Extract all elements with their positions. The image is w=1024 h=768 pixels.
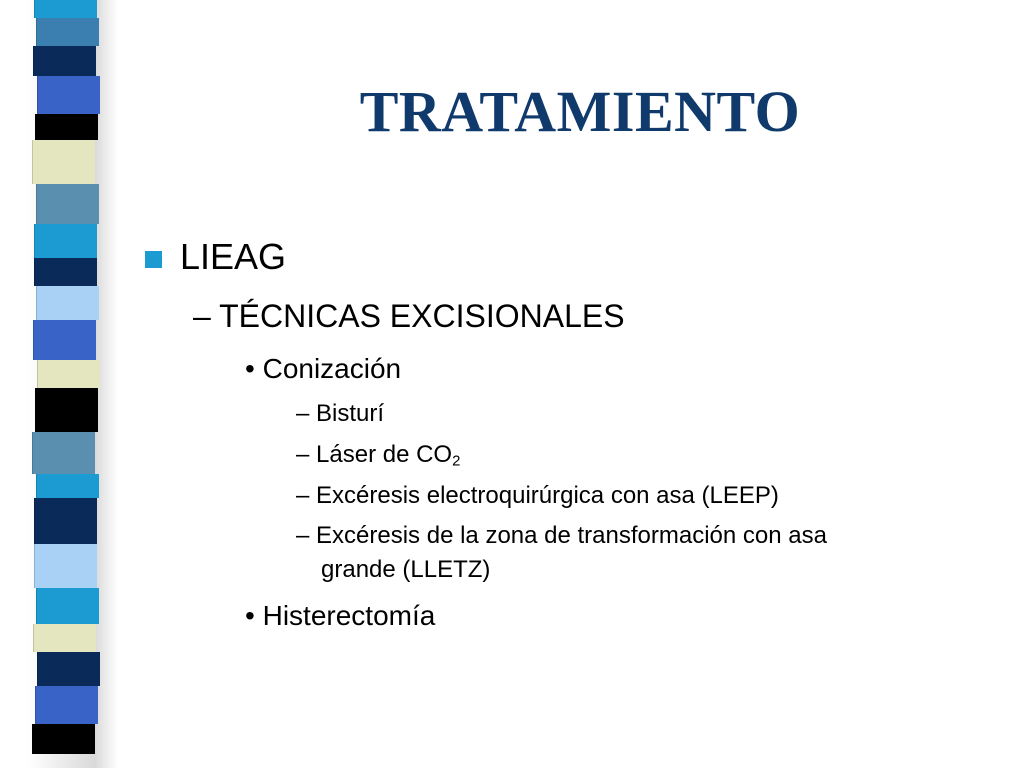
bullet-dot-icon: •	[245, 600, 255, 631]
stripe-segment	[35, 388, 98, 432]
subitem-leep-label: Excéresis electroquirúrgica con asa (LEEP)	[316, 482, 779, 509]
item-conizacion-label: Conización	[262, 353, 402, 384]
stripe-segment	[34, 544, 97, 588]
stripe-segment	[33, 46, 96, 76]
item-conizacion	[245, 353, 401, 385]
bullet-lieag: LIEAG	[180, 236, 287, 277]
item-histerectomia-label: Histerectomía	[262, 600, 436, 631]
subitem-lletz-label: Excéresis de la zona de transformación con asa	[316, 522, 827, 549]
stripe-segment	[36, 588, 99, 624]
subitem-laser	[296, 441, 460, 470]
square-bullet-icon	[145, 251, 162, 268]
stripe-segment	[34, 498, 97, 544]
bullet-dot-icon: •	[245, 353, 255, 384]
stripe-segment	[33, 624, 96, 652]
stripe-segment	[35, 686, 98, 724]
stripe-segment	[35, 114, 98, 140]
stripe-segment	[37, 652, 100, 686]
subbullet-tecnicas-label: TÉCNICAS EXCISIONALES	[219, 298, 625, 334]
stripe-segment	[37, 76, 100, 114]
dash-marker: –	[296, 441, 310, 468]
subbullet-tecnicas	[193, 298, 625, 335]
stripe-segment	[34, 258, 97, 286]
stripe-segment	[36, 18, 99, 46]
stripe-segment	[34, 224, 97, 258]
stripe-segment	[32, 140, 95, 184]
stripe-segment	[34, 0, 97, 18]
dash-marker: –	[193, 298, 211, 334]
co2-subscript: 2	[452, 453, 461, 470]
stripe-segment	[32, 724, 95, 754]
subitem-bisturi-label: Bisturí	[316, 400, 385, 427]
stripe-segment	[33, 320, 96, 360]
subitem-lletz-continuation: grande (LLETZ)	[321, 556, 491, 583]
stripe-segment	[36, 474, 99, 498]
dash-marker: –	[296, 522, 310, 549]
slide-title: TRATAMIENTO	[359, 79, 801, 144]
dash-marker: –	[296, 482, 310, 509]
stripe-segment	[36, 184, 99, 224]
subitem-leep	[296, 482, 779, 510]
subitem-laser-label: Láser de CO	[316, 441, 453, 468]
dash-marker: –	[296, 400, 310, 427]
subitem-lletz	[296, 522, 827, 550]
stripe-segment	[32, 432, 95, 474]
item-histerectomia	[245, 600, 435, 632]
stripe-segment	[36, 286, 99, 320]
subitem-bisturi	[296, 400, 384, 428]
stripe-segment	[37, 360, 100, 388]
